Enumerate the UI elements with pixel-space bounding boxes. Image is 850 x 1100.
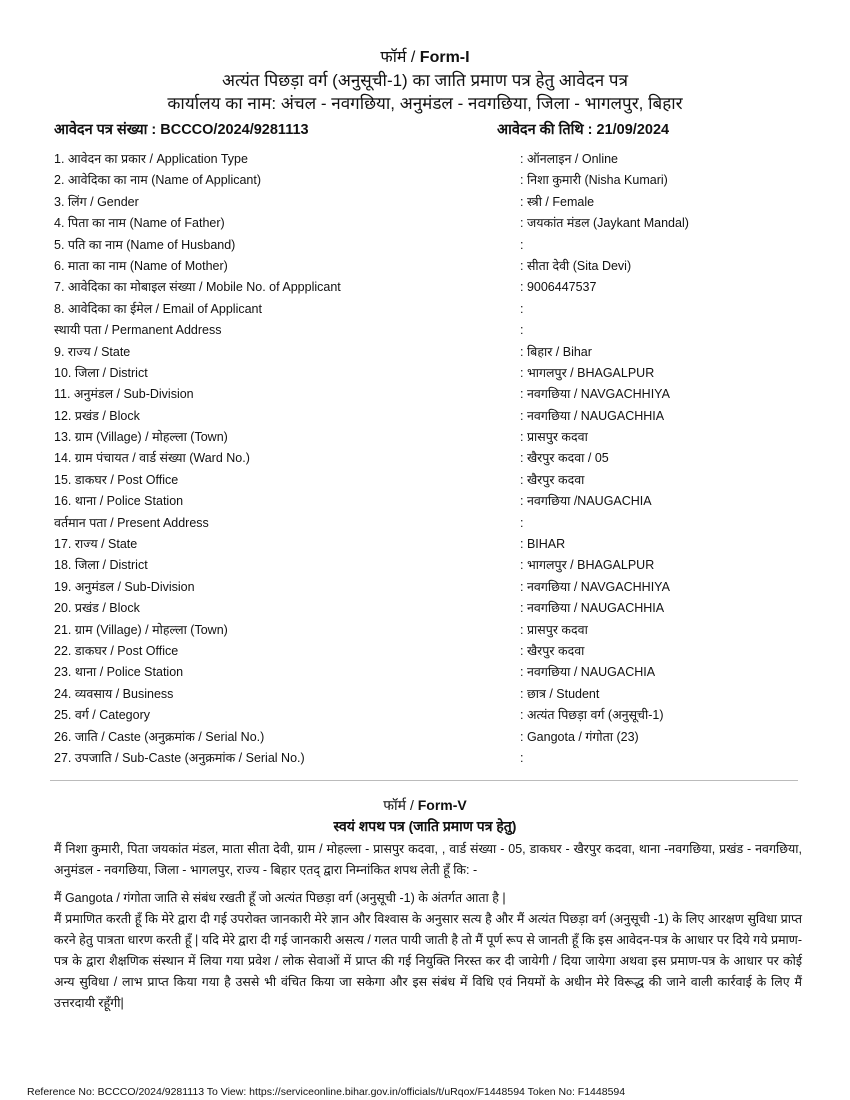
- detail-row: [54, 193, 814, 214]
- detail-row: [54, 642, 814, 663]
- detail-row: [54, 599, 814, 620]
- office-name: कार्यालय का नाम: अंचल - नवगछिया, अनुमंडल - नवगछिया, जिला - भागलपुर, बिहार: [167, 94, 683, 113]
- detail-label: 12. प्रखंड / Block: [54, 408, 140, 423]
- detail-value: : खैरपुर कदवा: [520, 643, 585, 658]
- detail-label: 24. व्यवसाय / Business: [54, 686, 174, 701]
- section-divider: [50, 780, 798, 781]
- detail-label: 4. पिता का नाम (Name of Father): [54, 216, 225, 231]
- detail-value: : निशा कुमारी (Nisha Kumari): [520, 173, 668, 188]
- detail-label: स्थायी पता / Permanent Address: [54, 323, 222, 338]
- detail-row: [54, 706, 814, 727]
- detail-label: 2. आवेदिका का नाम (Name of Applicant): [54, 173, 262, 188]
- detail-row: [54, 728, 814, 749]
- detail-row: [54, 321, 814, 342]
- detail-label: 19. अनुमंडल / Sub-Division: [54, 579, 195, 594]
- detail-row: [54, 214, 814, 235]
- detail-value: :: [520, 301, 524, 316]
- detail-row: [54, 492, 814, 513]
- detail-row: [54, 663, 814, 684]
- application-number: आवेदन पत्र संख्या : BCCCO/2024/9281113: [54, 122, 309, 138]
- detail-label: 20. प्रखंड / Block: [54, 601, 140, 616]
- form5-title: [0, 796, 850, 815]
- detail-row: [54, 278, 814, 299]
- detail-value: : स्त्री / Female: [520, 194, 595, 209]
- detail-row: [54, 685, 814, 706]
- detail-label: 18. जिला / District: [54, 558, 148, 573]
- detail-label: 10. जिला / District: [54, 365, 148, 380]
- detail-label: 11. अनुमंडल / Sub-Division: [54, 387, 194, 402]
- detail-value: :: [520, 515, 524, 530]
- detail-label: 5. पति का नाम (Name of Husband): [54, 237, 236, 252]
- affidavit-caste-statement: मैं Gangota / गंगोता जाति से संबंध रखती हूँ जो अत्यंत पिछड़ा वर्ग (अनुसूची -1) के अंतर्गत आता है |: [54, 891, 506, 905]
- form-title-hindi: फॉर्म /: [380, 49, 420, 66]
- detail-row: [54, 171, 814, 192]
- detail-row: [54, 343, 814, 364]
- detail-row: [54, 514, 814, 535]
- detail-row: [54, 407, 814, 428]
- detail-row: [54, 578, 814, 599]
- detail-value: : अत्यंत पिछड़ा वर्ग (अनुसूची-1): [520, 708, 664, 723]
- detail-value: :: [520, 237, 524, 252]
- detail-label: 17. राज्य / State: [54, 537, 138, 552]
- detail-label: 3. लिंग / Gender: [54, 194, 139, 209]
- detail-row: [54, 364, 814, 385]
- form5-title-label: Form-V: [417, 797, 467, 813]
- detail-value: : नवगछिया / NAVGACHHIYA: [520, 579, 670, 594]
- detail-row: [54, 236, 814, 257]
- detail-value: : बिहार / Bihar: [520, 344, 592, 359]
- detail-row: [54, 300, 814, 321]
- detail-label: वर्तमान पता / Present Address: [54, 515, 209, 530]
- detail-label: 1. आवेदन का प्रकार / Application Type: [54, 152, 248, 166]
- detail-label: 16. थाना / Police Station: [54, 494, 184, 509]
- form5-subtitle: स्वयं शपथ पत्र (जाति प्रमाण पत्र हेतु): [333, 818, 517, 834]
- detail-row: [54, 150, 814, 171]
- detail-row: [54, 556, 814, 577]
- detail-value: :: [520, 323, 524, 338]
- detail-value: : छात्र / Student: [520, 686, 600, 701]
- form-heading: अत्यंत पिछड़ा वर्ग (अनुसूची-1) का जाति प्रमाण पत्र हेतु आवेदन पत्र: [222, 71, 628, 90]
- detail-row: [54, 621, 814, 642]
- detail-row: [54, 428, 814, 449]
- detail-row: [54, 257, 814, 278]
- detail-label: 7. आवेदिका का मोबाइल संख्या / Mobile No. of Appplicant: [54, 280, 341, 295]
- detail-label: 8. आवेदिका का ईमेल / Email of Applicant: [54, 301, 262, 316]
- detail-label: 23. थाना / Police Station: [54, 665, 184, 680]
- affidavit-intro: मैं निशा कुमारी, पिता जयकांत मंडल, माता सीता देवी, ग्राम / मोहल्ला - प्रासपुर कदवा, , वार्ड संख्या - 05, डाकघर - खैरपुर कदवा, थाना -नवगछिया, प्रखंड - नवगछिया, अनुमंडल - नवगछिया, जिला - भागलपुर, राज्य - बिहार एतद् द्वारा निम्नांकित शपथ लेती हूँ कि: -: [54, 842, 802, 877]
- detail-value: : BIHAR: [520, 537, 566, 552]
- detail-value: : खैरपुर कदवा / 05: [520, 451, 609, 466]
- detail-value: : भागलपुर / BHAGALPUR: [520, 365, 655, 380]
- detail-label: 9. राज्य / State: [54, 344, 131, 359]
- applicant-details: [54, 150, 814, 770]
- reference-footer: Reference No: BCCCO/2024/9281113 To View: https://serviceonline.bihar.gov.in/officials/t/uRqox/F1448594 Token No: F1448594: [27, 1086, 626, 1098]
- detail-label: 26. जाति / Caste (अनुक्रमांक / Serial No.): [54, 729, 265, 744]
- detail-value: :: [520, 750, 524, 765]
- detail-label: 6. माता का नाम (Name of Mother): [54, 258, 228, 273]
- detail-value: : जयकांत मंडल (Jaykant Mandal): [520, 216, 689, 231]
- detail-value: : खैरपुर कदवा: [520, 472, 585, 487]
- detail-row: [54, 535, 814, 556]
- detail-value: : सीता देवी (Sita Devi): [520, 258, 632, 273]
- detail-label: 21. ग्राम (Village) / मोहल्ला (Town): [54, 622, 228, 637]
- form5-title-hindi: फॉर्म /: [383, 797, 418, 813]
- detail-value: : प्रासपुर कदवा: [520, 622, 588, 637]
- detail-row: [54, 449, 814, 470]
- detail-label: 15. डाकघर / Post Office: [54, 472, 179, 487]
- detail-value: : ऑनलाइन / Online: [520, 152, 619, 166]
- detail-value: : नवगछिया / NAUGACHHIA: [520, 408, 665, 423]
- detail-label: 14. ग्राम पंचायत / वार्ड संख्या (Ward No.): [54, 451, 250, 466]
- detail-value: : नवगछिया / NAUGACHHIA: [520, 601, 665, 616]
- detail-value: : प्रासपुर कदवा: [520, 430, 588, 445]
- affidavit-body: [54, 888, 802, 1014]
- detail-label: 22. डाकघर / Post Office: [54, 643, 179, 658]
- form-title-label: Form-I: [419, 49, 470, 66]
- detail-value: : 9006447537: [520, 280, 597, 295]
- detail-value: : नवगछिया / NAUGACHIA: [520, 665, 656, 680]
- detail-value: : भागलपुर / BHAGALPUR: [520, 558, 655, 573]
- detail-row: [54, 749, 814, 770]
- detail-label: 27. उपजाति / Sub-Caste (अनुक्रमांक / Serial No.): [54, 750, 305, 765]
- detail-row: [54, 471, 814, 492]
- application-date: आवेदन की तिथि : 21/09/2024: [497, 122, 670, 138]
- detail-value: : नवगछिया /NAUGACHIA: [520, 494, 652, 509]
- detail-row: [54, 385, 814, 406]
- detail-label: 25. वर्ग / Category: [54, 708, 150, 723]
- detail-value: : Gangota / गंगोता (23): [520, 729, 639, 744]
- detail-value: : नवगछिया / NAVGACHHIYA: [520, 387, 670, 402]
- detail-label: 13. ग्राम (Village) / मोहल्ला (Town): [54, 430, 228, 445]
- form-title: [0, 45, 850, 67]
- affidavit-declaration: मैं प्रमाणित करती हूँ कि मेरे द्वारा दी गई उपरोक्त जानकारी मेरे ज्ञान और विश्वास के अनुसार सत्य है और मैं अत्यंत पिछड़ा वर्ग (अनुसूची -1) के लिए आरक्षण सुविधा प्राप्त करने हेतु पात्रता धारण करती हूँ | यदि मेरे द्वारा दी गई जानकारी असत्य / गलत पायी जाती है तो मैं पूर्ण रूप से जानती हूँ कि इस आवेदन-पत्र के आधार पर दिये गये प्रमाण-पत्र के द्वारा शैक्षणिक संस्थान में लिया गया प्रवेश / लोक सेवाओं में प्राप्त की गई नियुक्ति निरस्त कर दी जायेगी / दिया जायेगा अथवा इस प्रमाण-पत्र के आधार पर कोई अन्य सुविधा / लाभ प्राप्त किया गया है उससे भी वंचित किया जा सकेगा और इस संबंध में विधि एवं नियमों के अधीन मेरे विरूद्ध की जाने वाली कार्रवाई के लिए मैं उत्तरदायी रहूँगी|: [54, 912, 802, 1010]
